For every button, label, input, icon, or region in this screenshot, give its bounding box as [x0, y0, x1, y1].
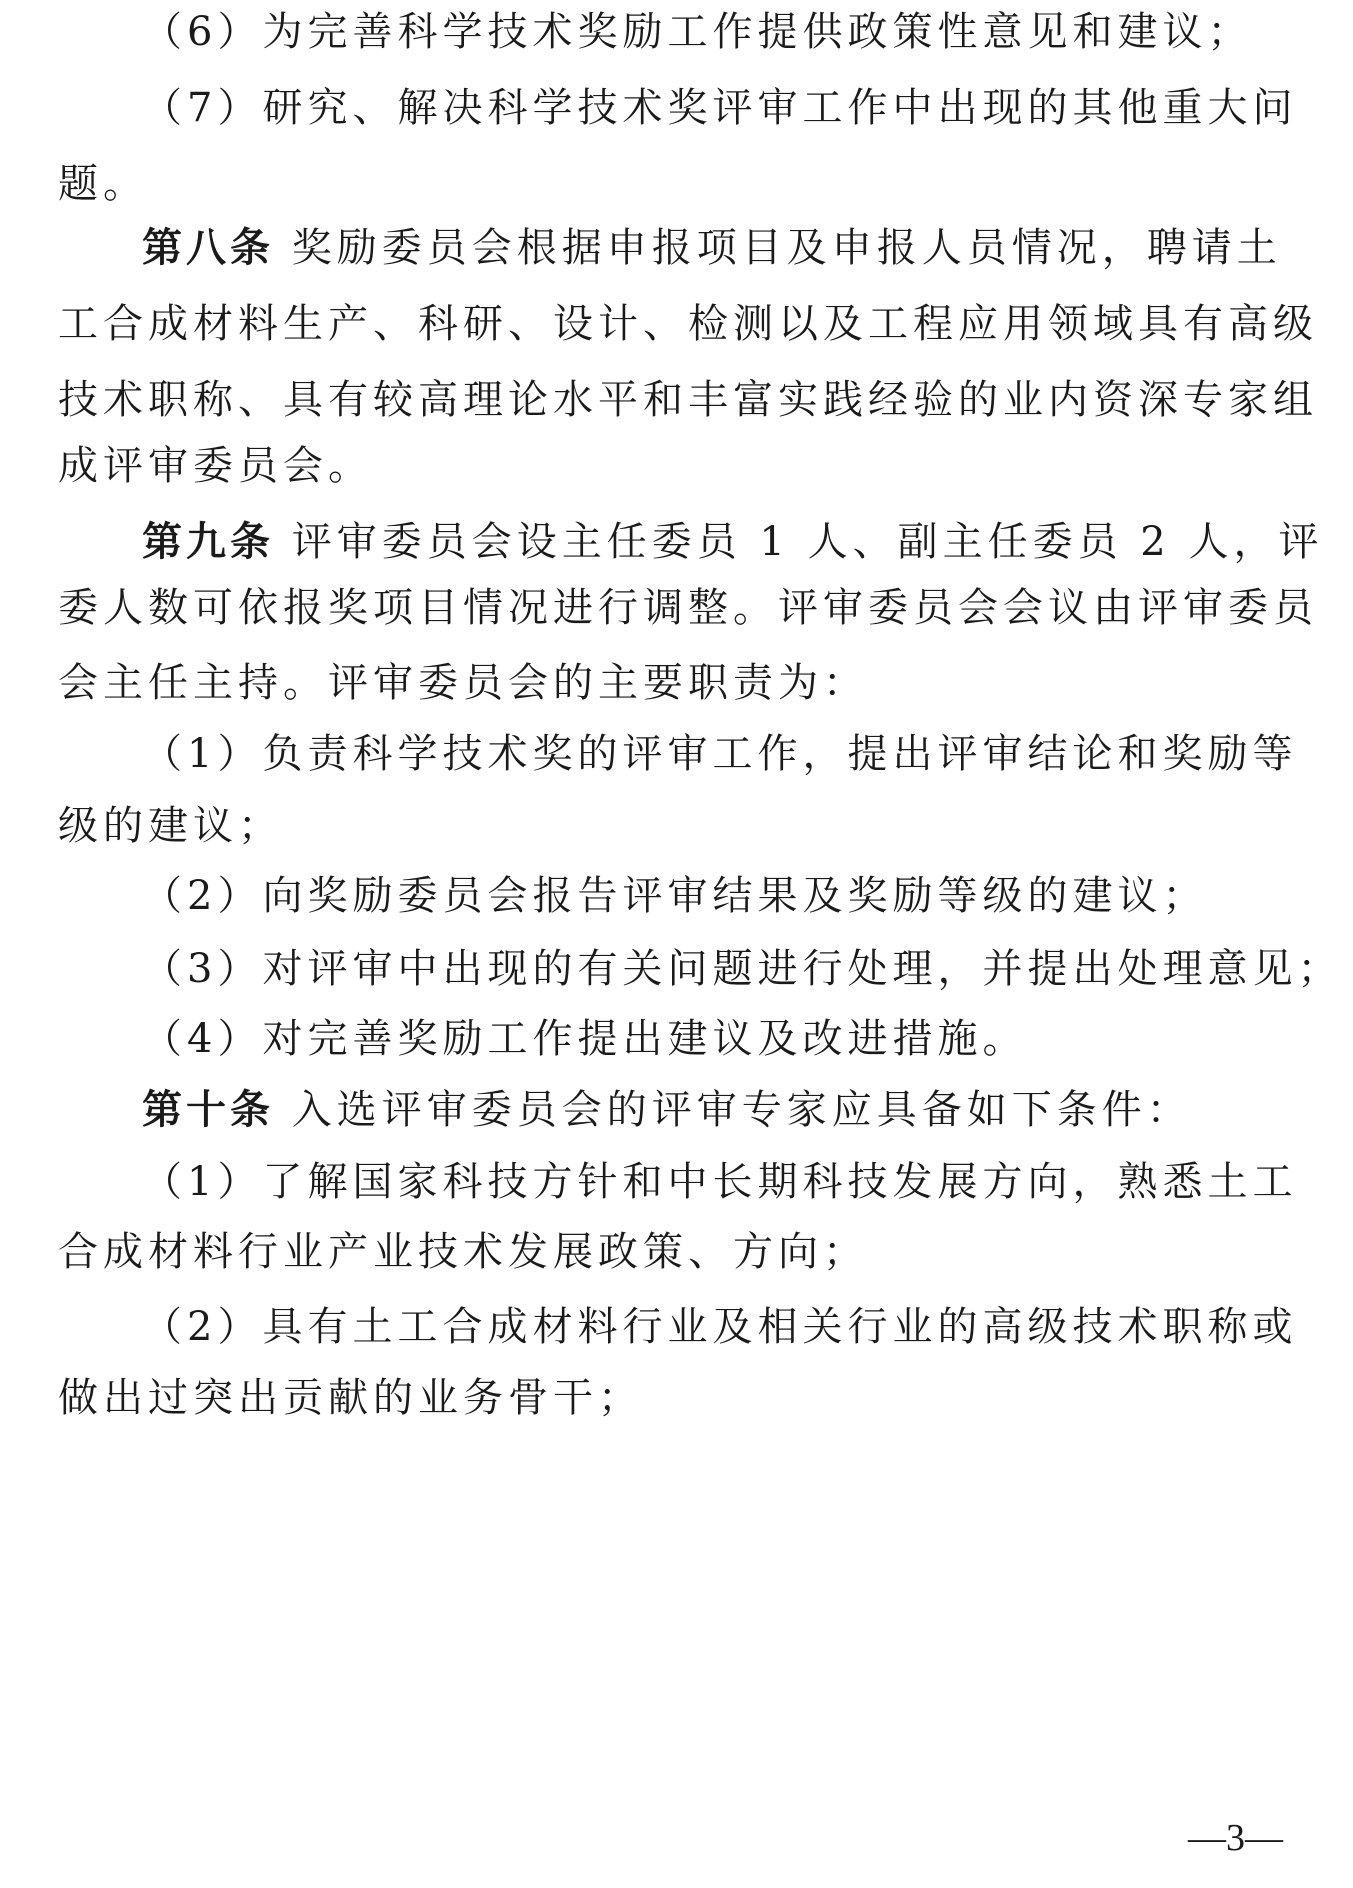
article-heading: 第十条 — [142, 1087, 274, 1133]
article-10-line: 第十条 入选评审委员会的评审专家应具备如下条件： — [142, 1087, 1192, 1133]
text-line: 做出过突出贡献的业务骨干； — [58, 1375, 643, 1421]
text-line: （1）负责科学技术奖的评审工作，提出评审结论和奖励等 — [142, 731, 1298, 777]
article-heading: 第九条 — [142, 519, 274, 565]
text-line: 工合成材料生产、科研、设计、检测以及工程应用领域具有高级 — [58, 301, 1318, 347]
text-line: （7）研究、解决科学技术奖评审工作中出现的其他重大问 — [142, 85, 1298, 131]
text-line: 级的建议； — [58, 803, 283, 849]
text-line: （1）了解国家科技方针和中长期科技发展方向，熟悉土工 — [142, 1159, 1298, 1205]
text-line: 技术职称、具有较高理论水平和丰富实践经验的业内资深专家组 — [58, 377, 1318, 423]
article-heading: 第八条 — [142, 225, 274, 271]
text-line: （6）为完善科学技术奖励工作提供政策性意见和建议； — [142, 9, 1253, 55]
article-9-line: 第九条 评审委员会设主任委员 1 人、副主任委员 2 人，评 — [142, 519, 1324, 565]
text-line: 会主任主持。评审委员会的主要职责为： — [58, 660, 868, 706]
article-8-line: 第八条 奖励委员会根据申报项目及申报人员情况，聘请土 — [142, 225, 1282, 271]
text-line: （2）具有土工合成材料行业及相关行业的高级技术职称或 — [142, 1304, 1298, 1350]
text-line: 题。 — [58, 161, 148, 207]
text-line: （3）对评审中出现的有关问题进行处理，并提出处理意见； — [142, 946, 1343, 992]
text-line: （2）向奖励委员会报告评审结果及奖励等级的建议； — [142, 873, 1208, 919]
page-number: —3— — [1188, 1817, 1283, 1859]
text-line: 委人数可依报奖项目情况进行调整。评审委员会会议由评审委员 — [58, 585, 1318, 631]
text-line: 成评审委员会。 — [58, 443, 373, 489]
text-line: （4）对完善奖励工作提出建议及改进措施。 — [142, 1016, 1028, 1062]
text-line: 合成材料行业产业技术发展政策、方向； — [58, 1229, 868, 1275]
